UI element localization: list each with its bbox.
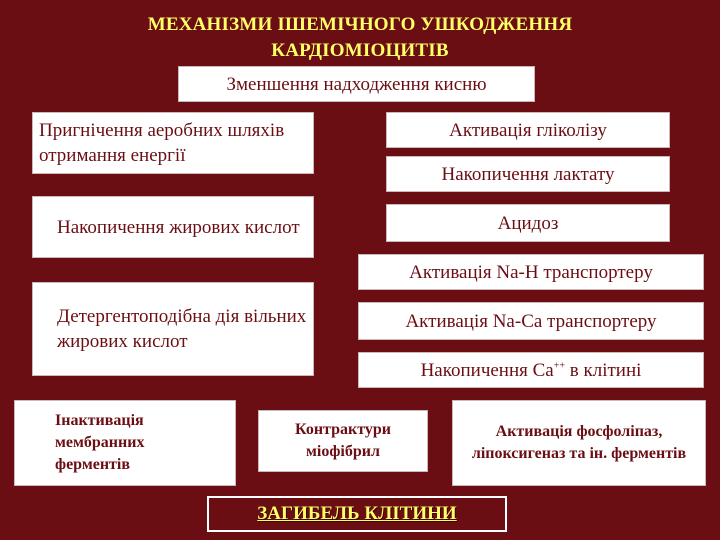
calcium-prefix: Накопичення Ca [420,359,554,381]
box-label: Пригнічення аеробних шляхів отримання енергії [39,120,285,166]
calcium-superscript: ++ [553,360,566,372]
box-oxygen-decrease [178,66,535,102]
calcium-suffix: в клітині [565,359,642,381]
box-label: Активація Na-Ca транспортеру [405,310,657,332]
box-phospholipase-activation [452,400,706,486]
box-label: Детергентоподібна дія вільних жирових кислот [57,306,307,352]
box-myofibril-contractures [258,410,428,472]
box-label: Зменшення надходження кисню [226,73,487,95]
page-title: МЕХАНІЗМИ ІШЕМІЧНОГО УШКОДЖЕННЯ КАРДІОМІОЦИТІВ [147,14,573,61]
box-na-ca-transporter [358,302,704,340]
box-membrane-enzymes [14,400,236,486]
box-label: Активація гліколізу [449,119,607,141]
box-cell-death: ЗАГИБЕЛЬ КЛІТИНИ [207,496,507,532]
box-label: Накопичення лактату [441,163,615,185]
box-glycolysis [386,112,670,148]
box-label: Активація Na-H транспортеру [409,261,653,283]
box-label: Активація фосфоліпаз, ліпоксигеназ та ін. ферментів [471,423,687,462]
box-fatty-acid-accumulation [32,196,314,258]
box-label: Контрактури міофібрил [295,421,391,460]
box-label [421,358,642,383]
box-calcium-accumulation [358,352,704,388]
box-lactate [386,156,670,192]
box-acidosis [386,204,670,242]
box-detergent-action [32,282,314,376]
box-label: Накопичення жирових кислот [57,216,300,238]
box-aerobic-inhibition [32,112,314,174]
box-na-h-transporter [358,254,704,290]
box-label: Ацидоз [497,212,559,234]
box-label: Інактивація мембранних ферментів [55,412,145,473]
